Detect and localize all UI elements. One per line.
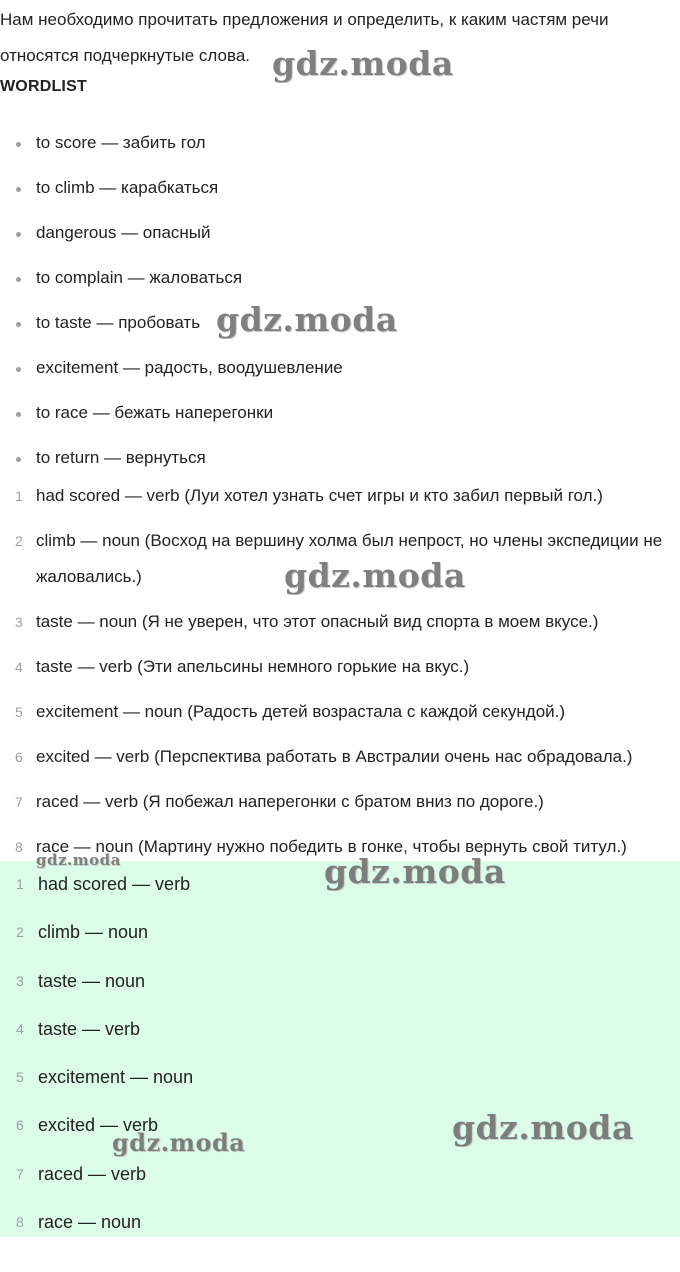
answer-number: 7 <box>15 794 23 810</box>
summary-number: 4 <box>16 1020 24 1037</box>
answer-text: taste — noun (Я не уверен, что этот опасный вид спорта в моем вкусе.) <box>36 612 599 631</box>
bullet-icon <box>16 322 21 327</box>
summary-number: 3 <box>16 972 24 989</box>
answer-item <box>0 478 680 514</box>
answer-item <box>0 784 680 820</box>
list-item <box>0 218 343 263</box>
bullet-icon <box>16 142 21 147</box>
summary-text: excited — verb <box>38 1115 159 1136</box>
answer-number: 5 <box>15 704 23 720</box>
watermark: gdz.moda <box>284 556 466 595</box>
answer-item <box>0 604 680 640</box>
wordlist-heading: WORDLIST <box>0 78 87 95</box>
answer-text: climb — noun (Восход на вершину холма был непрост, но члены экспедиции не жаловались.) <box>36 531 663 586</box>
answer-text: excited — verb (Перспектива работать в Австралии очень нас обрадовала.) <box>36 747 633 766</box>
answer-item <box>0 739 680 775</box>
watermark: gdz.moda <box>216 300 398 339</box>
summary-number: 6 <box>16 1117 24 1134</box>
summary-item <box>0 1203 193 1251</box>
summary-item <box>0 1058 193 1106</box>
list-item-text: excitement — радость, воодушевление <box>36 358 343 377</box>
watermark: gdz.moda <box>112 1128 246 1157</box>
answer-text: taste — verb (Эти апельсины немного горькие на вкус.) <box>36 657 470 676</box>
summary-number: 8 <box>16 1214 24 1231</box>
list-item <box>0 173 343 218</box>
answer-text: race — noun (Мартину нужно победить в гонке, чтобы вернуть свой титул.) <box>36 837 627 856</box>
summary-text: excitement — noun <box>38 1067 194 1088</box>
bullet-icon <box>16 277 21 282</box>
bullet-icon <box>16 412 21 417</box>
list-item-text: to climb — карабкаться <box>36 178 219 197</box>
summary-number: 5 <box>16 1069 24 1086</box>
summary-text: taste — noun <box>38 970 146 991</box>
summary-text: taste — verb <box>38 1018 141 1039</box>
summary-item <box>0 913 193 961</box>
intro-text: Нам необходимо прочитать предложения и определить, к каким частям речи относятся подчеркнутые слова. <box>0 10 609 65</box>
list-item-text: to score — забить гол <box>36 133 206 152</box>
list-item-text: dangerous — опасный <box>36 223 211 242</box>
list-item-text: to race — бежать наперегонки <box>36 403 274 422</box>
list-item <box>0 128 343 173</box>
summary-text: climb — noun <box>38 922 149 943</box>
watermark: gdz.moda <box>452 1108 634 1147</box>
watermark: gdz.moda <box>324 852 506 891</box>
answers-list <box>0 478 680 874</box>
summary-item <box>0 865 193 913</box>
summary-item <box>0 1010 193 1058</box>
answer-text: excitement — noun (Радость детей возрастала с каждой секундой.) <box>36 702 566 721</box>
list-item <box>0 398 343 443</box>
summary-text: raced — verb <box>38 1163 147 1184</box>
watermark: gdz.moda <box>272 44 454 83</box>
answer-number: 3 <box>15 614 23 630</box>
summary-text: race — noun <box>38 1212 142 1233</box>
list-item <box>0 353 343 398</box>
list-item-text: to return — вернуться <box>36 448 206 467</box>
bullet-icon <box>16 457 21 462</box>
bullet-icon <box>16 232 21 237</box>
watermark: gdz.moda <box>36 851 121 869</box>
answer-number: 6 <box>15 749 23 765</box>
answer-number: 4 <box>15 659 23 675</box>
summary-list <box>0 865 193 1251</box>
answer-number: 1 <box>15 488 23 504</box>
answer-text: raced — verb (Я побежал наперегонки с братом вниз по дороге.) <box>36 792 544 811</box>
summary-item <box>0 1155 193 1203</box>
summary-item <box>0 962 193 1010</box>
summary-number: 7 <box>16 1165 24 1182</box>
answer-item <box>0 649 680 685</box>
answer-number: 2 <box>15 533 23 549</box>
summary-text: had scored — verb <box>38 874 191 894</box>
summary-number: 1 <box>16 876 24 892</box>
list-item-text: to taste — пробовать <box>36 313 201 332</box>
answer-text: had scored — verb (Луи хотел узнать счет игры и кто забил первый гол.) <box>36 486 603 505</box>
answer-number: 8 <box>15 839 23 855</box>
bullet-icon <box>16 367 21 372</box>
answer-summary-panel <box>0 861 680 1237</box>
summary-number: 2 <box>16 924 24 941</box>
list-item-text: to complain — жаловаться <box>36 268 243 287</box>
answer-item <box>0 694 680 730</box>
bullet-icon <box>16 187 21 192</box>
